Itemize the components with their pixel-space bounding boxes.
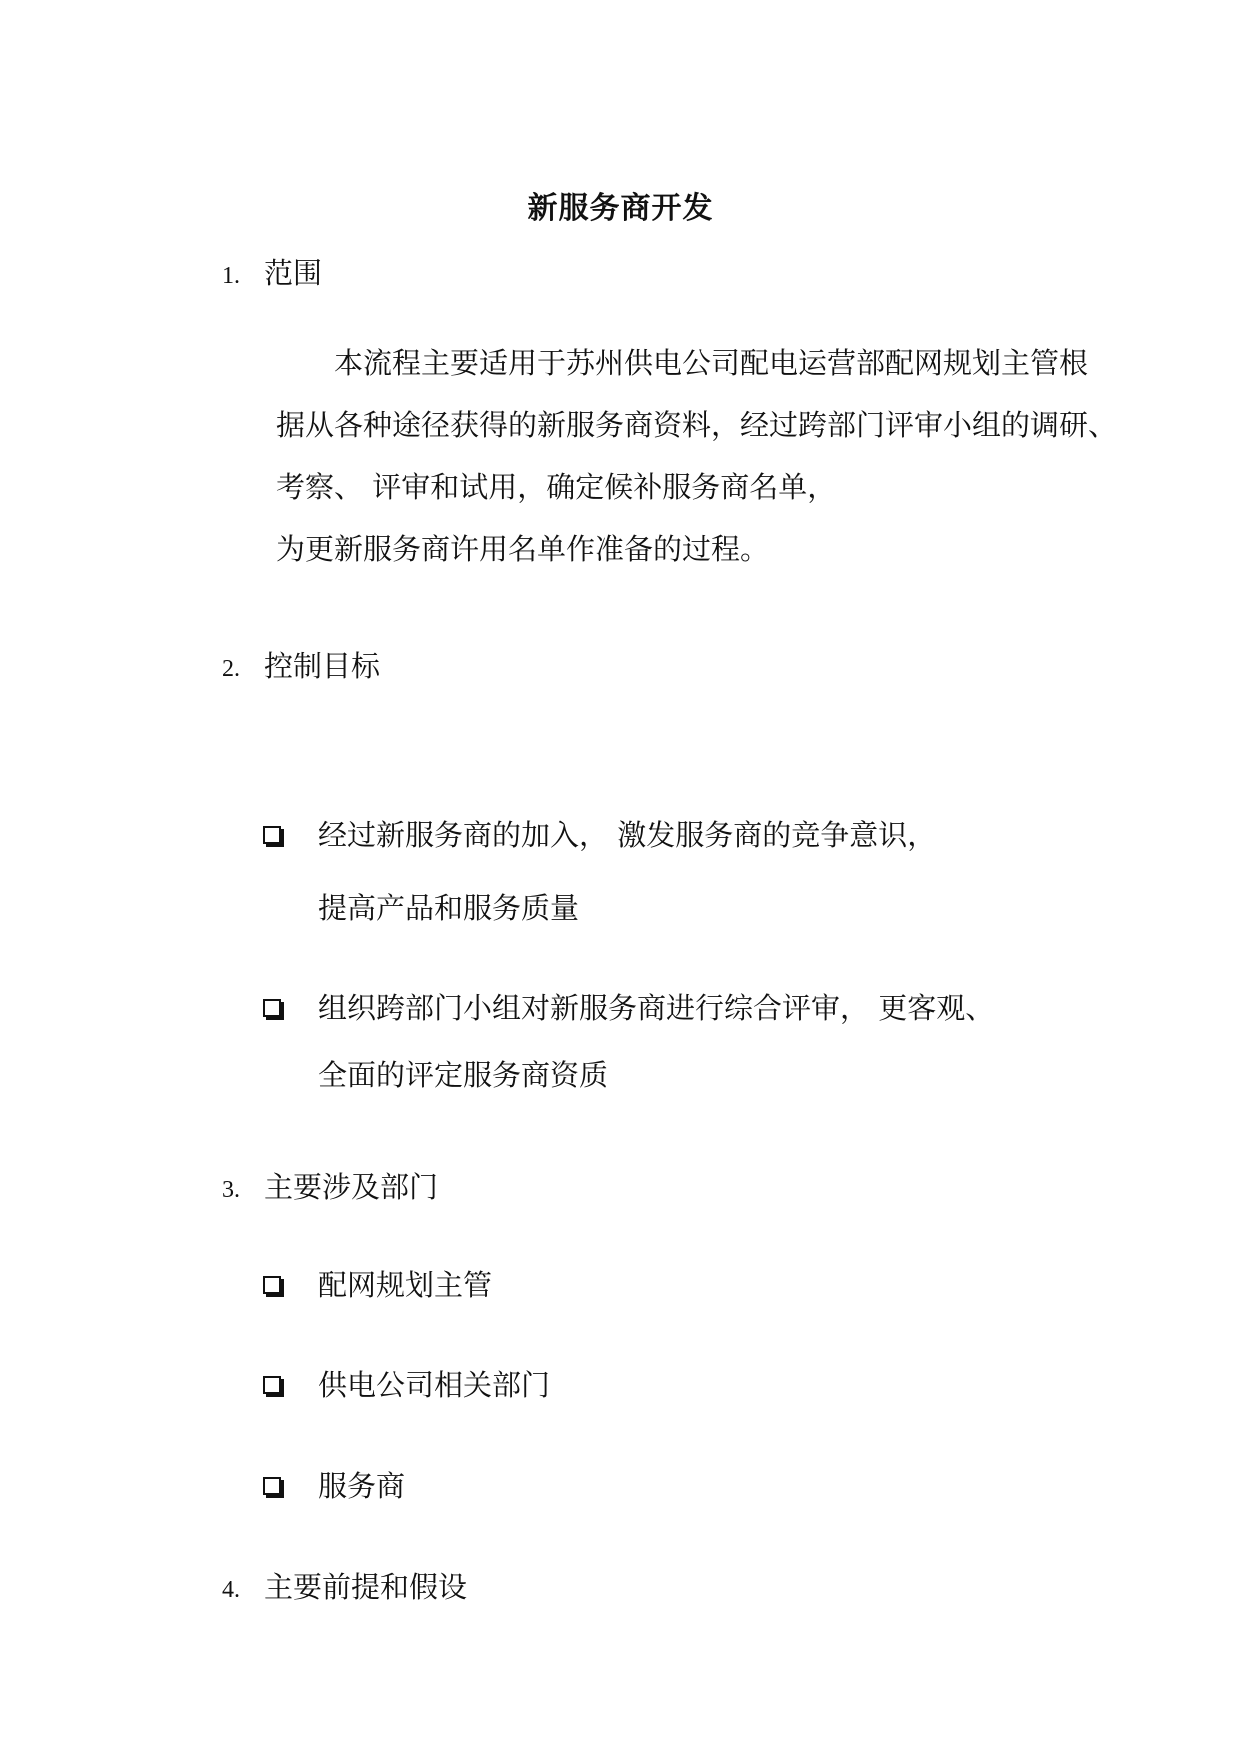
department-item: 配网规划主管 [318, 1268, 493, 1302]
section-heading-scope [222, 253, 322, 293]
section-heading-departments [222, 1167, 438, 1207]
scope-paragraph-line-2: 据从各种途径获得的新服务商资料，经过跨部门评审小组的调研、 [276, 408, 1118, 442]
section-title: 控制目标 [264, 649, 381, 683]
section-number: 4. [222, 1577, 240, 1603]
objective-1-line-1: 经过新服务商的加入， 激发服务商的竞争意识， [318, 818, 937, 852]
section-number: 1. [222, 263, 240, 289]
checkbox-bullet-icon [263, 826, 281, 844]
objective-2-line-1: 组织跨部门小组对新服务商进行综合评审， 更客观、 [318, 991, 995, 1025]
scope-paragraph-line-3: 考察、 评审和试用，确定候补服务商名单， [276, 470, 837, 504]
department-item: 供电公司相关部门 [318, 1368, 551, 1402]
section-title: 主要前提和假设 [264, 1570, 468, 1604]
objective-2-line-2: 全面的评定服务商资质 [318, 1058, 609, 1092]
checkbox-bullet-icon [263, 999, 281, 1017]
page-title: 新服务商开发 [527, 191, 714, 226]
department-item: 服务商 [318, 1469, 406, 1503]
objective-1-line-2: 提高产品和服务质量 [318, 891, 580, 925]
section-number: 3. [222, 1177, 240, 1203]
checkbox-bullet-icon [263, 1477, 281, 1495]
section-heading-control-objectives [222, 646, 380, 686]
scope-paragraph-line-1: 本流程主要适用于苏州供电公司配电运营部配网规划主管根 [334, 346, 1089, 380]
section-number: 2. [222, 656, 240, 682]
checkbox-bullet-icon [263, 1376, 281, 1394]
scope-paragraph-line-4: 为更新服务商许用名单作准备的过程。 [276, 532, 770, 566]
checkbox-bullet-icon [263, 1276, 281, 1294]
section-title: 范围 [264, 256, 323, 290]
section-heading-assumptions [222, 1567, 467, 1607]
section-title: 主要涉及部门 [264, 1170, 439, 1204]
